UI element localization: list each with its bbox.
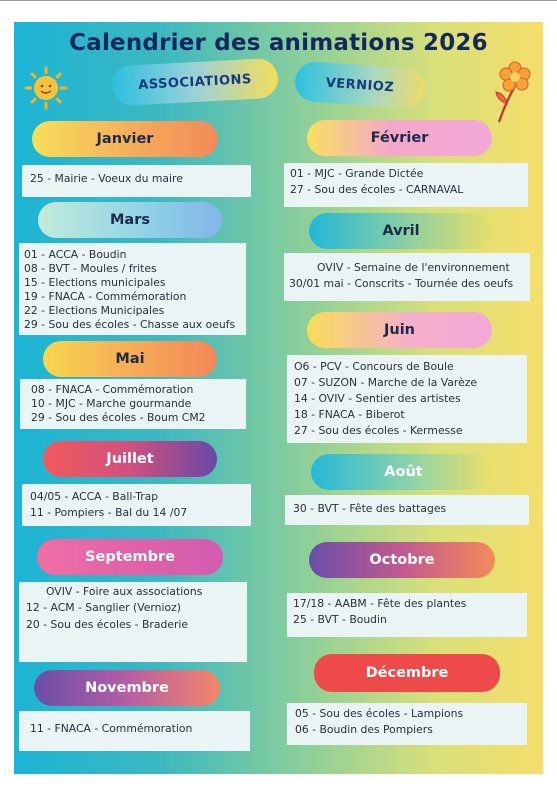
- month-octobre-events: [287, 593, 527, 637]
- month-mars-pill: Mars: [38, 202, 222, 238]
- event-line: OVIV - Foire aux associations: [46, 585, 203, 598]
- event-line: 15 - Elections municipales: [24, 276, 166, 289]
- event-line: 14 - OVIV - Sentier des artistes: [294, 392, 461, 405]
- event-line: 01 - ACCA - Boudin: [24, 248, 127, 261]
- month-novembre-events: [19, 711, 250, 751]
- month-juillet-pill: Juillet: [43, 441, 217, 477]
- month-decembre-pill: Décembre: [314, 654, 500, 692]
- associations-tag: ASSOCIATIONS: [111, 58, 279, 107]
- event-line: 11 - Pompiers - Bal du 14 /07: [30, 506, 188, 519]
- event-line: 19 - FNACA - Commémoration: [24, 290, 187, 303]
- event-line: 17/18 - AABM - Fête des plantes: [293, 597, 467, 610]
- event-line: 18 - FNACA - Biberot: [294, 408, 405, 421]
- event-line: O6 - PCV - Concours de Boule: [294, 360, 454, 373]
- month-mars-events: [19, 243, 246, 335]
- event-line: 22 - Elections Municipales: [24, 304, 165, 317]
- event-line: 30/01 mai - Conscrits - Tournée des oeufs: [289, 277, 514, 290]
- sun-icon: [24, 66, 68, 110]
- event-line: 27 - Sou des écoles - CARNAVAL: [290, 183, 464, 196]
- month-avril-events: [284, 253, 530, 301]
- event-line: 12 - ACM - Sanglier (Vernioz): [26, 601, 181, 614]
- event-line: 25 - Mairie - Voeux du maire: [30, 172, 183, 185]
- page-title: Calendrier des animations 2026: [69, 30, 488, 56]
- event-line: 27 - Sou des écoles - Kermesse: [294, 424, 463, 437]
- month-juillet-events: [22, 484, 251, 526]
- event-line: 10 - MJC - Marche gourmande: [31, 397, 192, 410]
- month-mai-pill: Mai: [43, 341, 217, 377]
- event-line: 20 - Sou des écoles - Braderie: [26, 618, 189, 631]
- month-janvier-pill: Janvier: [32, 121, 218, 157]
- month-novembre-pill: Novembre: [34, 670, 220, 706]
- month-fevrier-pill: Février: [307, 120, 492, 156]
- event-line: 07 - SUZON - Marche de la Varèze: [294, 376, 478, 389]
- month-septembre-events: [19, 582, 247, 662]
- event-line: 08 - BVT - Moules / frites: [24, 262, 157, 275]
- month-aout-pill: Août: [311, 454, 496, 490]
- event-line: 29 - Sou des écoles - Boum CM2: [31, 411, 206, 424]
- event-line: OVIV - Semaine de l'environnement: [317, 261, 510, 274]
- top-divider: [0, 0, 557, 1]
- event-line: 06 - Boudin des Pompiers: [295, 723, 433, 736]
- month-septembre-pill: Septembre: [37, 539, 223, 575]
- month-decembre-events: [287, 703, 527, 745]
- event-line: 05 - Sou des écoles - Lampions: [295, 707, 464, 720]
- event-line: 30 - BVT - Fête des battages: [293, 502, 447, 515]
- month-mai-events: [20, 379, 246, 429]
- month-janvier-events: [22, 165, 251, 197]
- month-aout-events: [285, 495, 529, 525]
- event-line: 08 - FNACA - Commémoration: [31, 383, 194, 396]
- vernioz-tag: VERNIOZ: [294, 61, 426, 110]
- month-juin-pill: Juin: [307, 312, 492, 348]
- month-juin-events: [287, 355, 527, 443]
- event-line: 01 - MJC - Grande Dictée: [290, 167, 424, 180]
- flower-icon: [493, 60, 537, 126]
- month-octobre-pill: Octobre: [309, 542, 495, 578]
- event-line: 25 - BVT - Boudin: [293, 613, 387, 626]
- month-fevrier-events: [284, 163, 528, 207]
- event-line: 29 - Sou des écoles - Chasse aux oeufs: [24, 318, 236, 331]
- event-line: 04/05 - ACCA - Ball-Trap: [30, 490, 159, 503]
- event-line: 11 - FNACA - Commémoration: [30, 722, 193, 735]
- month-avril-pill: Avril: [309, 213, 493, 249]
